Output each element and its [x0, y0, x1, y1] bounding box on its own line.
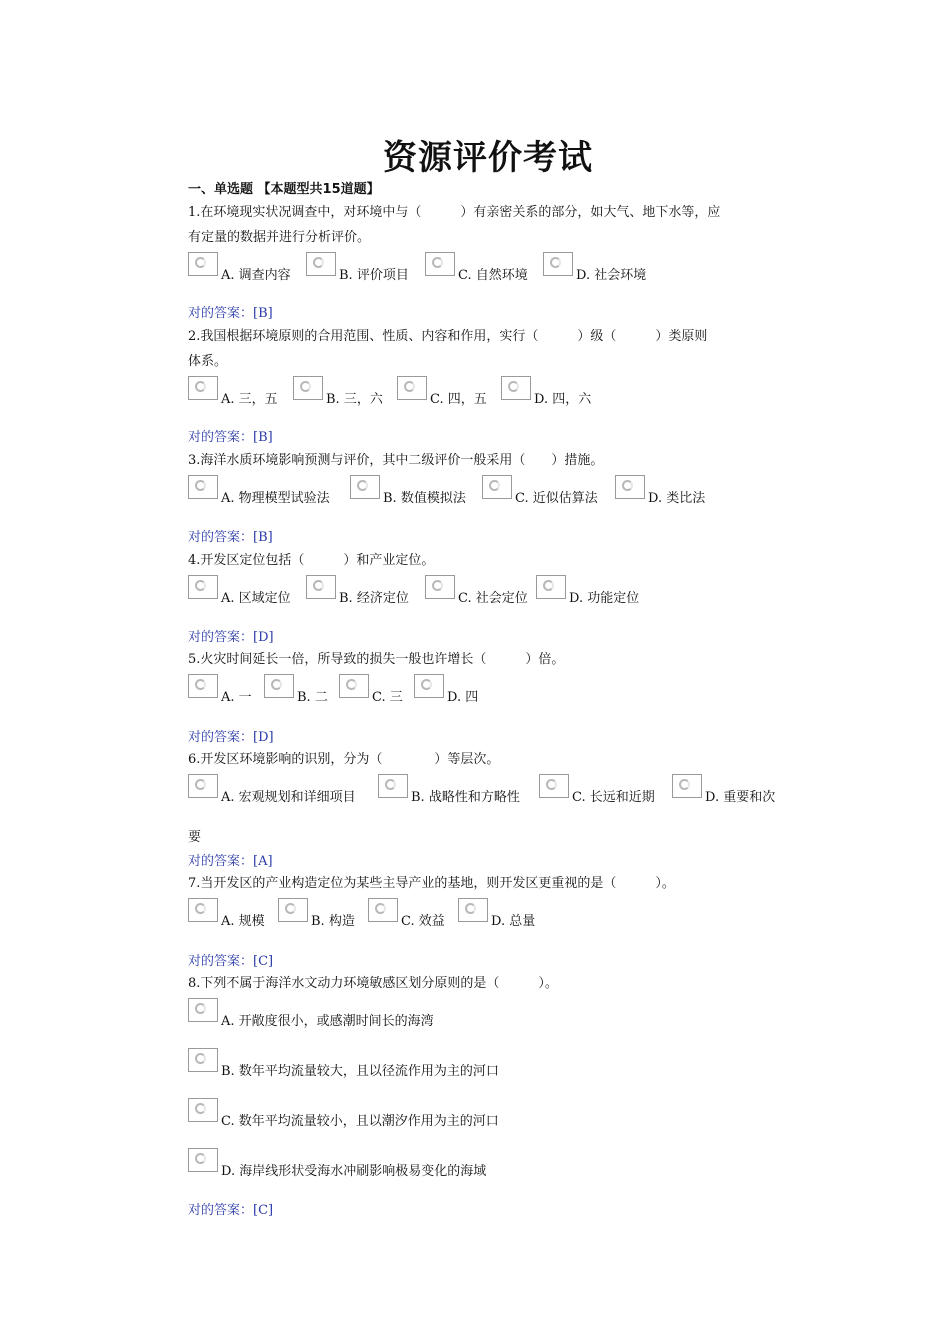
question-4 — [188, 548, 788, 607]
correct-answer: 对的答案：[A] — [188, 854, 273, 869]
radio-icon[interactable] — [188, 674, 218, 698]
radio-icon[interactable] — [482, 475, 512, 499]
radio-icon[interactable] — [425, 575, 455, 599]
radio-icon[interactable] — [306, 252, 336, 276]
question-stem: 5.火灾时间延长一倍，所导致的损失一般也许增长（ ）倍。 — [188, 652, 565, 667]
radio-icon[interactable] — [458, 898, 488, 922]
question-stem: 2.我国根据环境原则的合用范围、性质、内容和作用，实行（ ）级（ ）类原则 体系。 — [188, 329, 708, 369]
question-stem: 1.在环境现实状况调查中，对环境中与（ ）有亲密关系的部分，如大气、地下水等，应 有定量的数据并进行分析评价。 — [188, 205, 721, 245]
radio-icon[interactable] — [397, 376, 427, 400]
question-stem: 7.当开发区的产业构造定位为某些主导产业的基地，则开发区更重视的是（ ）。 — [188, 876, 675, 891]
option-c[interactable]: C. 数年平均流量较小，且以潮汐作用为主的河口 — [188, 1098, 788, 1148]
question-stem: 3.海洋水质环境影响预测与评价，其中二级评价一般采用（ ）措施。 — [188, 453, 604, 468]
options-row: A. 规模 B. 构造 C. 效益 D. 总量 — [188, 898, 788, 930]
option-b[interactable]: B. 数年平均流量较大，且以径流作用为主的河口 — [188, 1048, 788, 1098]
radio-icon[interactable] — [264, 674, 294, 698]
radio-icon[interactable] — [543, 252, 573, 276]
correct-answer: 对的答案：[C] — [188, 954, 274, 969]
correct-answer: 对的答案：[C] — [188, 1203, 274, 1218]
option-d[interactable]: D. 海岸线形状受海水冲刷影响极易变化的海域 — [188, 1148, 788, 1198]
correct-answer: 对的答案：[B] — [188, 430, 273, 445]
radio-icon[interactable] — [350, 475, 380, 499]
question-stem: 8.下列不属于海洋水文动力环境敏感区划分原则的是（ ）。 — [188, 976, 558, 991]
radio-icon[interactable] — [368, 898, 398, 922]
options-row: A. 一 B. 二 C. 三 D. 四 — [188, 674, 788, 706]
correct-answer: 对的答案：[D] — [188, 730, 274, 745]
radio-icon[interactable] — [188, 1098, 218, 1122]
radio-icon[interactable] — [188, 774, 218, 798]
page-title: 资源评价考试 — [383, 138, 593, 178]
correct-answer: 对的答案：[B] — [188, 306, 273, 321]
radio-icon[interactable] — [188, 252, 218, 276]
radio-icon[interactable] — [188, 898, 218, 922]
options-list — [188, 998, 788, 1198]
options-row: A. 区域定位 B. 经济定位 C. 社会定位 D. 功能定位 — [188, 575, 788, 607]
question-6 — [188, 747, 788, 806]
radio-icon[interactable] — [306, 575, 336, 599]
question-stem: 6.开发区环境影响的识别，分为（ ）等层次。 — [188, 752, 500, 767]
correct-answer: 对的答案：[D] — [188, 630, 274, 645]
question-3 — [188, 448, 788, 507]
question-8 — [188, 971, 788, 1198]
radio-icon[interactable] — [501, 376, 531, 400]
options-row: A. 物理模型试验法 B. 数值模拟法 C. 近似估算法 D. 类比法 — [188, 475, 788, 507]
radio-icon[interactable] — [188, 575, 218, 599]
radio-icon[interactable] — [188, 998, 218, 1022]
radio-icon[interactable] — [378, 774, 408, 798]
question-5 — [188, 647, 788, 706]
options-row: A. 三，五 B. 三，六 C. 四，五 D. 四，六 — [188, 376, 788, 408]
radio-icon[interactable] — [188, 1148, 218, 1172]
radio-icon[interactable] — [615, 475, 645, 499]
radio-icon[interactable] — [536, 575, 566, 599]
radio-icon[interactable] — [414, 674, 444, 698]
radio-icon[interactable] — [672, 774, 702, 798]
options-row: A. 宏观规划和详细项目 B. 战略性和方略性 C. 长远和近期 D. 重要和次 — [188, 774, 788, 806]
question-stem: 4.开发区定位包括（ ）和产业定位。 — [188, 553, 435, 568]
question-1 — [188, 200, 788, 284]
question-2 — [188, 324, 788, 408]
option-a[interactable]: A. 开敞度很小，或感潮时间长的海湾 — [188, 998, 788, 1048]
correct-answer: 对的答案：[B] — [188, 530, 273, 545]
radio-icon[interactable] — [278, 898, 308, 922]
radio-icon[interactable] — [339, 674, 369, 698]
options-row: A. 调查内容 B. 评价项目 C. 自然环境 D. 社会环境 — [188, 252, 788, 284]
radio-icon[interactable] — [425, 252, 455, 276]
radio-icon[interactable] — [188, 475, 218, 499]
radio-icon[interactable] — [188, 1048, 218, 1072]
radio-icon[interactable] — [188, 376, 218, 400]
radio-icon[interactable] — [539, 774, 569, 798]
radio-icon[interactable] — [293, 376, 323, 400]
section-heading: 一、单选题 【本题型共15道题】 — [188, 182, 380, 197]
question-7 — [188, 871, 788, 930]
option-wrap-text: 要 — [188, 830, 202, 845]
